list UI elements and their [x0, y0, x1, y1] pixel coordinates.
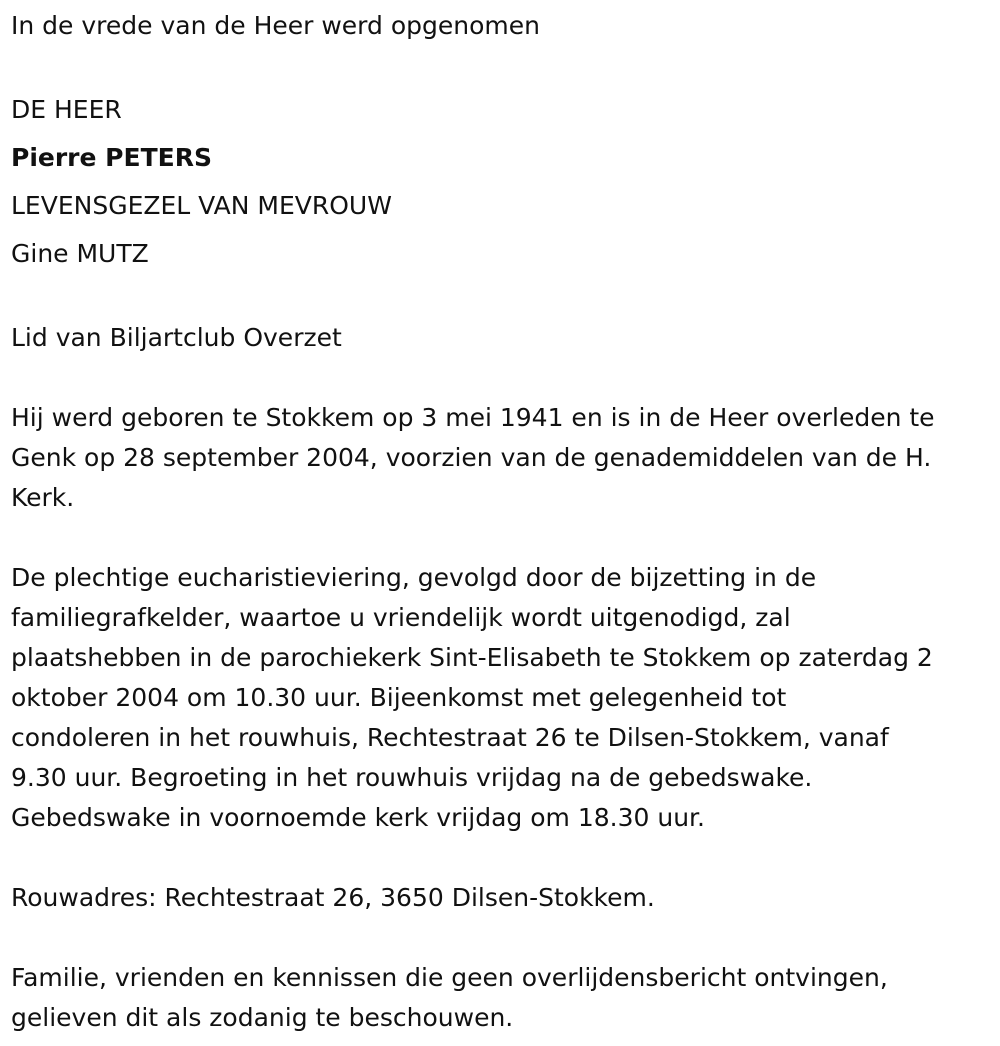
mourning-address: Rouwadres: Rechtestraat 26, 3650 Dilsen-Stokkem. — [11, 883, 655, 912]
spacer — [11, 518, 990, 558]
paragraph-line: condoleren in het rouwhuis, Rechtestraat 26 te Dilsen-Stokkem, vanaf — [11, 723, 889, 752]
closing-paragraph — [11, 958, 990, 1038]
spacer — [11, 918, 990, 958]
birth-death-paragraph — [11, 398, 990, 518]
membership-text: Lid van Biljartclub Overzet — [11, 323, 342, 352]
paragraph-line: Kerk. — [11, 483, 75, 512]
paragraph-line: gelieven dit als zodanig te beschouwen. — [11, 1003, 514, 1032]
paragraph-line: oktober 2004 om 10.30 uur. Bijeenkomst met gelegenheid tot — [11, 683, 787, 712]
relation-label: LEVENSGEZEL VAN MEVROUW — [11, 191, 392, 220]
honorific: DE HEER — [11, 95, 122, 124]
paragraph-line: familiegrafkelder, waartoe u vriendelijk wordt uitgenodigd, zal — [11, 603, 791, 632]
paragraph-line: De plechtige eucharistieviering, gevolgd door de bijzetting in de — [11, 563, 817, 592]
deceased-block — [11, 86, 990, 278]
deceased-name: Pierre PETERS — [11, 143, 212, 172]
paragraph-line: Familie, vrienden en kennissen die geen overlijdensbericht ontvingen, — [11, 963, 888, 992]
spacer — [11, 358, 990, 398]
intro-text: In de vrede van de Heer werd opgenomen — [11, 11, 540, 40]
ceremony-paragraph — [11, 558, 990, 838]
spacer — [11, 46, 990, 86]
spacer — [11, 278, 990, 318]
paragraph-line: Genk op 28 september 2004, voorzien van de genademiddelen van de H. — [11, 443, 932, 472]
spacer — [11, 838, 990, 878]
paragraph-line: Gebedswake in voornoemde kerk vrijdag om 18.30 uur. — [11, 803, 705, 832]
paragraph-line: 9.30 uur. Begroeting in het rouwhuis vrijdag na de gebedswake. — [11, 763, 813, 792]
paragraph-line: Hij werd geboren te Stokkem op 3 mei 1941 en is in de Heer overleden te — [11, 403, 935, 432]
paragraph-line: plaatshebben in de parochiekerk Sint-Elisabeth te Stokkem op zaterdag 2 — [11, 643, 933, 672]
partner-name: Gine MUTZ — [11, 239, 149, 268]
